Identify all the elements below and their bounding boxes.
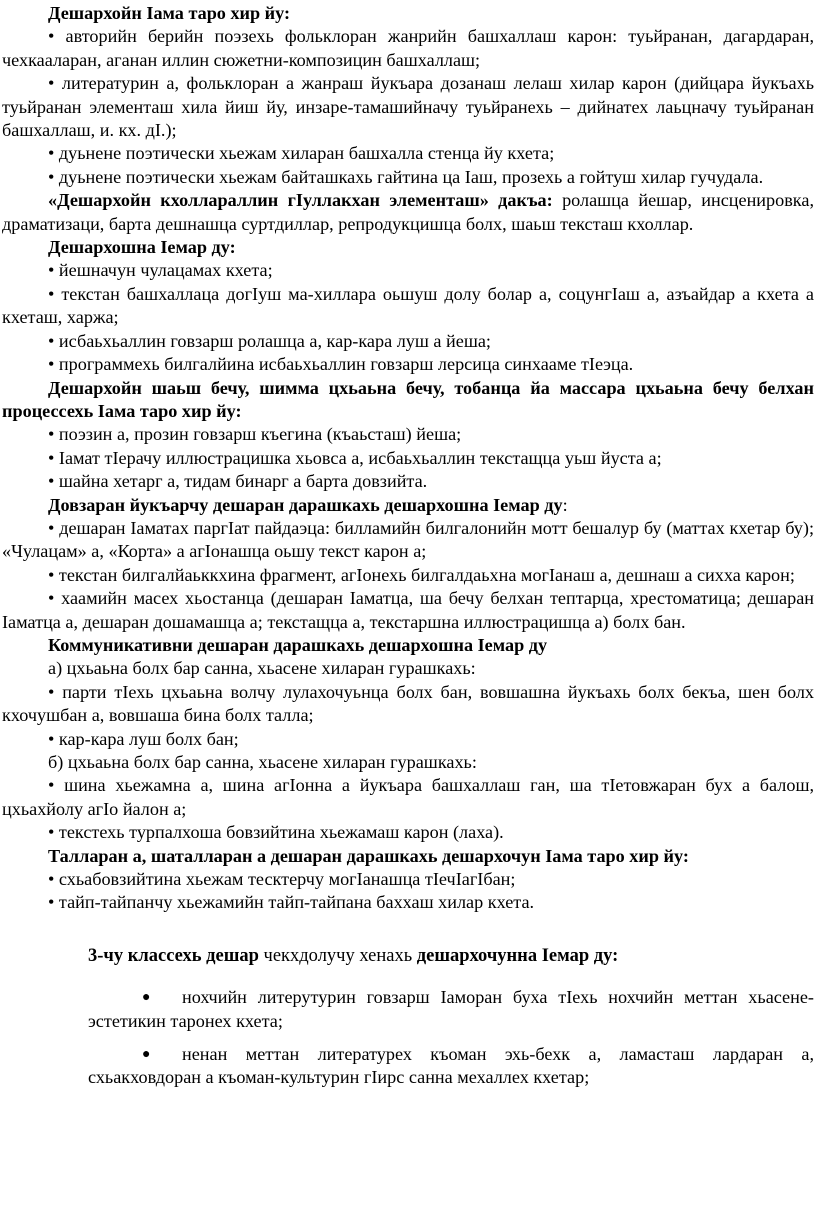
list-item-text bbox=[88, 986, 814, 1033]
paragraph: • литературин а, фольклоран а жанраш йукъара дозанаш лелаш хилар карон (дийцара йукъахь туьйранан элементаш хила йиш йу, инзаре-тамашийначу туьйранехь – дийнатех лаьцначу туьйранан башхаллаш, и. кх. дI.); bbox=[2, 73, 814, 141]
list-item bbox=[2, 986, 814, 1033]
section-heading: Коммуникативни дешаран дарашкахь дешархошна Iемар ду bbox=[48, 634, 548, 655]
paragraph bbox=[2, 189, 814, 236]
title-regular-part: чекхдолучу хенахь bbox=[258, 945, 417, 966]
paragraph: • схьабовзийтина хьежам тесктерчу могIанашца тIечIагIбан; bbox=[48, 869, 516, 890]
heading-colon: : bbox=[562, 494, 568, 515]
bullet-dot-icon: ● bbox=[142, 990, 151, 1006]
list-item bbox=[2, 1043, 814, 1090]
paragraph: • Iамат тIерачу иллюстрацишка хьовса а, исбаьхьаллин текстащца уьш йуста а; bbox=[48, 447, 662, 468]
section-title bbox=[2, 945, 814, 968]
section-heading: Талларан а, шаталларан а дешаран дарашкахь дешархочун Iама таро хир йу: bbox=[48, 845, 689, 866]
paragraph: • исбаьхьаллин говзарш ролашца а, кар-кара луш а йеша; bbox=[48, 330, 491, 351]
paragraph: • поэзин а, прозин говзарш къегина (къаьсташ) йеша; bbox=[48, 424, 462, 445]
section-heading: Дешархойн шаьш бечу, шимма цхьаьна бечу, тобанца йа массара цхьаьна бечу белхан процессехь Iама таро хир йу: bbox=[2, 377, 814, 421]
paragraph: • йешначун чулацамах кхета; bbox=[48, 260, 273, 281]
bullet-dot-icon: ● bbox=[142, 1047, 151, 1063]
paragraph: • программехь билгалйина исбаьхьаллин говзарш лерсица синхааме тIеэца. bbox=[48, 354, 634, 375]
inline-heading: «Дешархойн кхоллараллин гIуллакхан элементаш» дакъа: bbox=[48, 190, 553, 211]
paragraph: • шина хьежамна а, шина агIонна а йукъара башхаллаш ган, ша тIетовжаран бух а балош, цхьахйолу агIо йалон а; bbox=[2, 775, 814, 819]
paragraph: • текстехь турпалхоша бовзийтина хьежамаш карон (лаха). bbox=[48, 822, 504, 843]
paragraph: • тайп-тайпанчу хьежамийн тайп-тайпана баххаш хилар кхета. bbox=[48, 892, 535, 913]
paragraph: • шайна хетарг а, тидам бинарг а барта довзийта. bbox=[48, 471, 428, 492]
paragraph: • дешаран Iаматах паргIат пайдаэца: билламийн билгалонийн мотт бешалур бу (маттах кхетар бу); «Чулацам» а, «Корта» а агIонашца оьшу текст карон а; bbox=[2, 517, 814, 562]
bullet-list bbox=[2, 986, 814, 1090]
spacer bbox=[2, 915, 814, 945]
section-heading bbox=[2, 494, 814, 517]
paragraph: • парти тIехь цхьаьна волчу лулахочуьнца болх бан, вовшашна йукъахь болх бекъа, шен болх кхочушбан а, вовшаша бина болх талла; bbox=[2, 681, 814, 726]
paragraph: • дуьнене поэтически хьежам хиларан башхалла стенца йу кхета; bbox=[48, 143, 555, 164]
list-item-label: нохчийн литерутурин говзарш Iаморан буха тIехь нохчийн меттан хьасене-эстетикин таронех кхета; bbox=[88, 987, 814, 1031]
section-heading: Дешархойн Iама таро хир йу: bbox=[48, 3, 291, 23]
paragraph: а) цхьаьна болх бар санна, хьасене хиларан гурашкахь: bbox=[48, 658, 476, 679]
paragraph: • дуьнене поэтически хьежам байташкахь гайтина ца Iаш, прозехь а гойтуш хилар гучудала. bbox=[48, 166, 764, 187]
section-heading: Дешархошна Iемар ду: bbox=[48, 237, 236, 258]
heading-bold: Довзаран йукъарчу дешаран дарашкахь дешархошна Iемар ду bbox=[48, 494, 563, 515]
paragraph: • текстан билгалйаьккхина фрагмент, агIонехь билгалдаьхна могIанаш а, дешнаш а сихха карон; bbox=[48, 564, 795, 585]
paragraph: • хаамийн масех хьостанца (дешаран Iаматца, ша бечу белхан тептарца, хрестоматица; дешаран Iаматца а, дешаран дошамашца а; текстащца а, текстаршна иллюстрацишца а) болх бан. bbox=[2, 588, 814, 632]
paragraph: • кар-кара луш болх бан; bbox=[48, 728, 239, 749]
title-bold-part: дешархочунна Iемар ду: bbox=[416, 945, 619, 966]
list-item-label: ненан меттан литературех къоман эхь-бехк а, ламасташ лардаран а, схьакховдоран а къоман-культурин гIирс санна мехаллех кхетар; bbox=[88, 1044, 814, 1088]
paragraph: • авторийн берийн поэзехь фольклоран жанрийн башхаллаш карон: туьйранан, дагардаран, чехкааларан, аганан иллин сюжетни-композицин башхаллаш; bbox=[2, 26, 814, 70]
paragraph: б) цхьаьна болх бар санна, хьасене хиларан гурашкахь: bbox=[48, 752, 477, 772]
paragraph: • текстан башхаллаца догIуш ма-хиллара оьшуш долу болар а, соцунгIаш а, азъайдар а кхета а кхеташ, харжа; bbox=[2, 283, 814, 328]
title-bold-part: 3-чу классехь дешар bbox=[88, 945, 259, 966]
list-item-text bbox=[88, 1043, 814, 1090]
paragraph-text: ролашца йешар, инсценировка, драматизаци, барта дешнашца суртдиллар, репродукцишца болх, шаьш тексташ кхоллар. bbox=[2, 190, 814, 234]
